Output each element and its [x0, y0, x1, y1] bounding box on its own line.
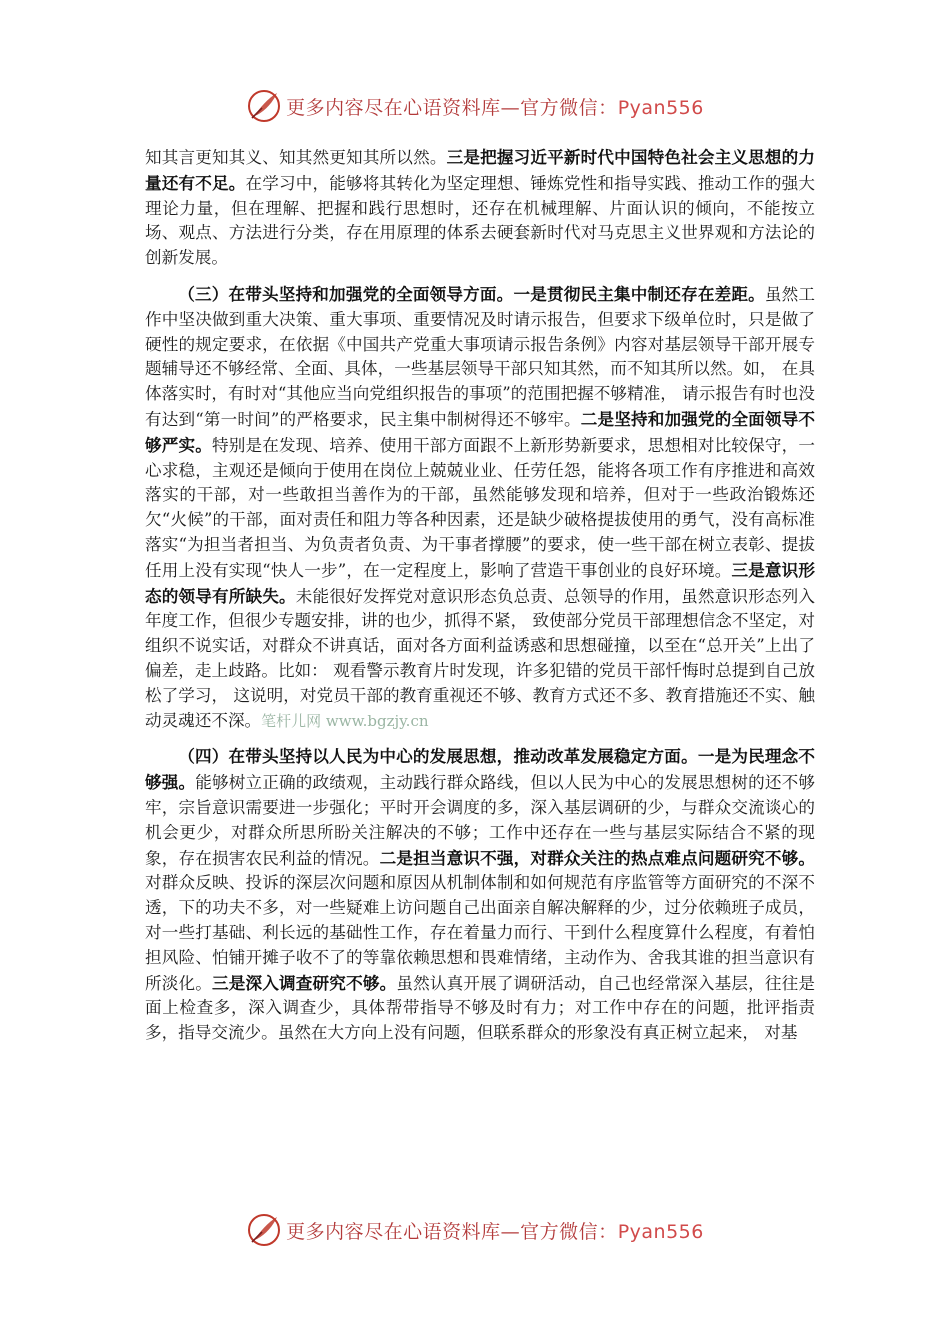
text-run: 特别是在发现、培养、使用干部方面跟不上新形势新要求，思想相对比较保守，一心求稳，主观还是倾向于使用在岗位上兢兢业业、任劳任怨，能将各项工作有序推进和高效落实的干部，对一些敢担当善作为的干部，虽然能够发现和培养，但对于一些政治锻炼还欠“火候”的干部，面对责任和阻力等各种因素，还是缺少破格提拔使用的勇气，没有高标准落实“为担当者担当、为负责者负责、为干事者撑腰”的要求，使一些干部在树立表彰、提拔任用上没有实现“快人一步”，在一定程度上，影响了营造干事创业的良好环境。	[145, 435, 816, 580]
bold-heading-run: （三）在带头坚持和加强党的全面领导方面。一是贯彻民主集中制还存在差距。	[178, 283, 765, 304]
text-run: 虽然认真开展了调研活动，自己也经常深入基层，往往是面上检查多，深入调查少，具体帮带指导不够及时有力；对工作中存在的问题，批评指责多，指导交流少。虽然在大方向上没有问题，但联系群众的形象没有真正树立起来， 对基	[145, 973, 816, 1043]
watermark-text: 笔杆儿网 www.bgzjy.cn	[261, 711, 429, 730]
text-run: 虽然工作中坚决做到重大决策、重大事项、重要情况及时请示报告，但要求下级单位时，只是做了硬性的规定要求，在依据《中国共产党重大事项请示报告条例》内容对基层领导干部开展专题辅导还不够经常、全面、具体，一些基层领导干部只知其然，而不知其所以然。如， 在具体落实时，有时对“其他应当向党组织报告的事项”的范围把握不够精准， 请示报告有时也没有达到“第一时间”的严格要求，民主集中制树得还不够牢。	[145, 284, 816, 429]
footer-wechat-label: 官方微信：	[520, 1220, 618, 1243]
feather-pen-logo-icon	[246, 88, 282, 124]
bold-heading-run: 二是坚持和加强党的全面领导不够严实。	[145, 408, 816, 455]
header-wechat-label: 官方微信：	[520, 96, 618, 119]
footer-wechat-id: Pyan556	[617, 1220, 704, 1243]
text-run: 对群众反映、投诉的深层次问题和原因从机制体制和如何规范有序监管等方面研究的不深不透，下的功夫不多，对一些疑难上访问题自己出面亲自解决解释的少，过分依赖班子成员，对一些打基础、利长远的基础性工作，存在着量力而行、干到什么程度算什么程度，有着怕担风险、怕铺开摊子收不了的等靠依赖思想和畏难情绪，主动作为、舍我其谁的担当意识有所淡化。	[145, 873, 815, 993]
paragraph-section-four	[145, 744, 815, 1046]
header-site-name: 更多内容尽在心语资料库	[286, 96, 501, 119]
text-run: 知其言更知其义、知其然更知其所以然。	[145, 148, 447, 167]
text-run: 未能很好发挥党对意识形态负总责、总领导的作用，虽然意识形态列入年度工作，但很少专题安排，讲的也少，抓得不紧， 致使部分党员干部理想信念不坚定，对组织不说实话，对群众不讲真话，面对各方面利益诱惑和思想碰撞，以至在“总开关”上出了偏差，走上歧路。比如： 观看警示教育片时发现，许多犯错的党员干部忏悔时总提到自己放松了学习， 这说明，对党员干部的教育重视还不够、教育方式还不多、教育措施还不实、触动灵魂还不深。	[145, 586, 816, 730]
footer-site-name: 更多内容尽在心语资料库	[286, 1220, 501, 1243]
header-wechat-id: Pyan556	[617, 96, 704, 119]
bold-heading-run: 三是意识形态的领导有所缺失。	[145, 559, 816, 606]
header-dash: —	[500, 96, 521, 119]
bold-heading-run: 三是深入调查研究不够。	[212, 972, 397, 993]
feather-pen-logo-icon	[246, 1212, 282, 1248]
footer-dash: —	[500, 1220, 521, 1243]
document-body	[145, 145, 815, 1057]
bold-heading-run: 二是担当意识不强，对群众关注的热点难点问题研究不够。	[379, 847, 816, 868]
paragraph-section-three	[145, 282, 815, 733]
header-banner	[0, 82, 950, 130]
paragraph-continuation	[145, 145, 815, 271]
footer-banner	[0, 1206, 950, 1254]
text-run: 能够树立正确的政绩观，主动践行群众路线，但以人民为中心的发展思想树的还不够牢，宗旨意识需要进一步强化；平时开会调度的多，深入基层调研的少，与群众交流谈心的机会更少，对群众所思所盼关注解决的不够；工作中还存在一些与基层实际结合不紧的现象，存在损害农民利益的情况。	[145, 773, 816, 868]
bold-heading-run: （四）在带头坚持以人民为中心的发展思想，推动改革发展稳定方面。一是为民理念不够强。	[145, 746, 815, 793]
text-run: 在学习中，能够将其转化为坚定理想、锤炼党性和指导实践、推动工作的强大理论力量，但在理解、把握和践行思想时，还存在机械理解、片面认识的倾向，不能按立场、观点、方法进行分类，存在用原理的体系去硬套新时代对马克思主义世界观和方法论的创新发展。	[145, 173, 816, 268]
bold-heading-run: 三是把握习近平新时代中国特色社会主义思想的力量还有不足。	[145, 147, 816, 193]
